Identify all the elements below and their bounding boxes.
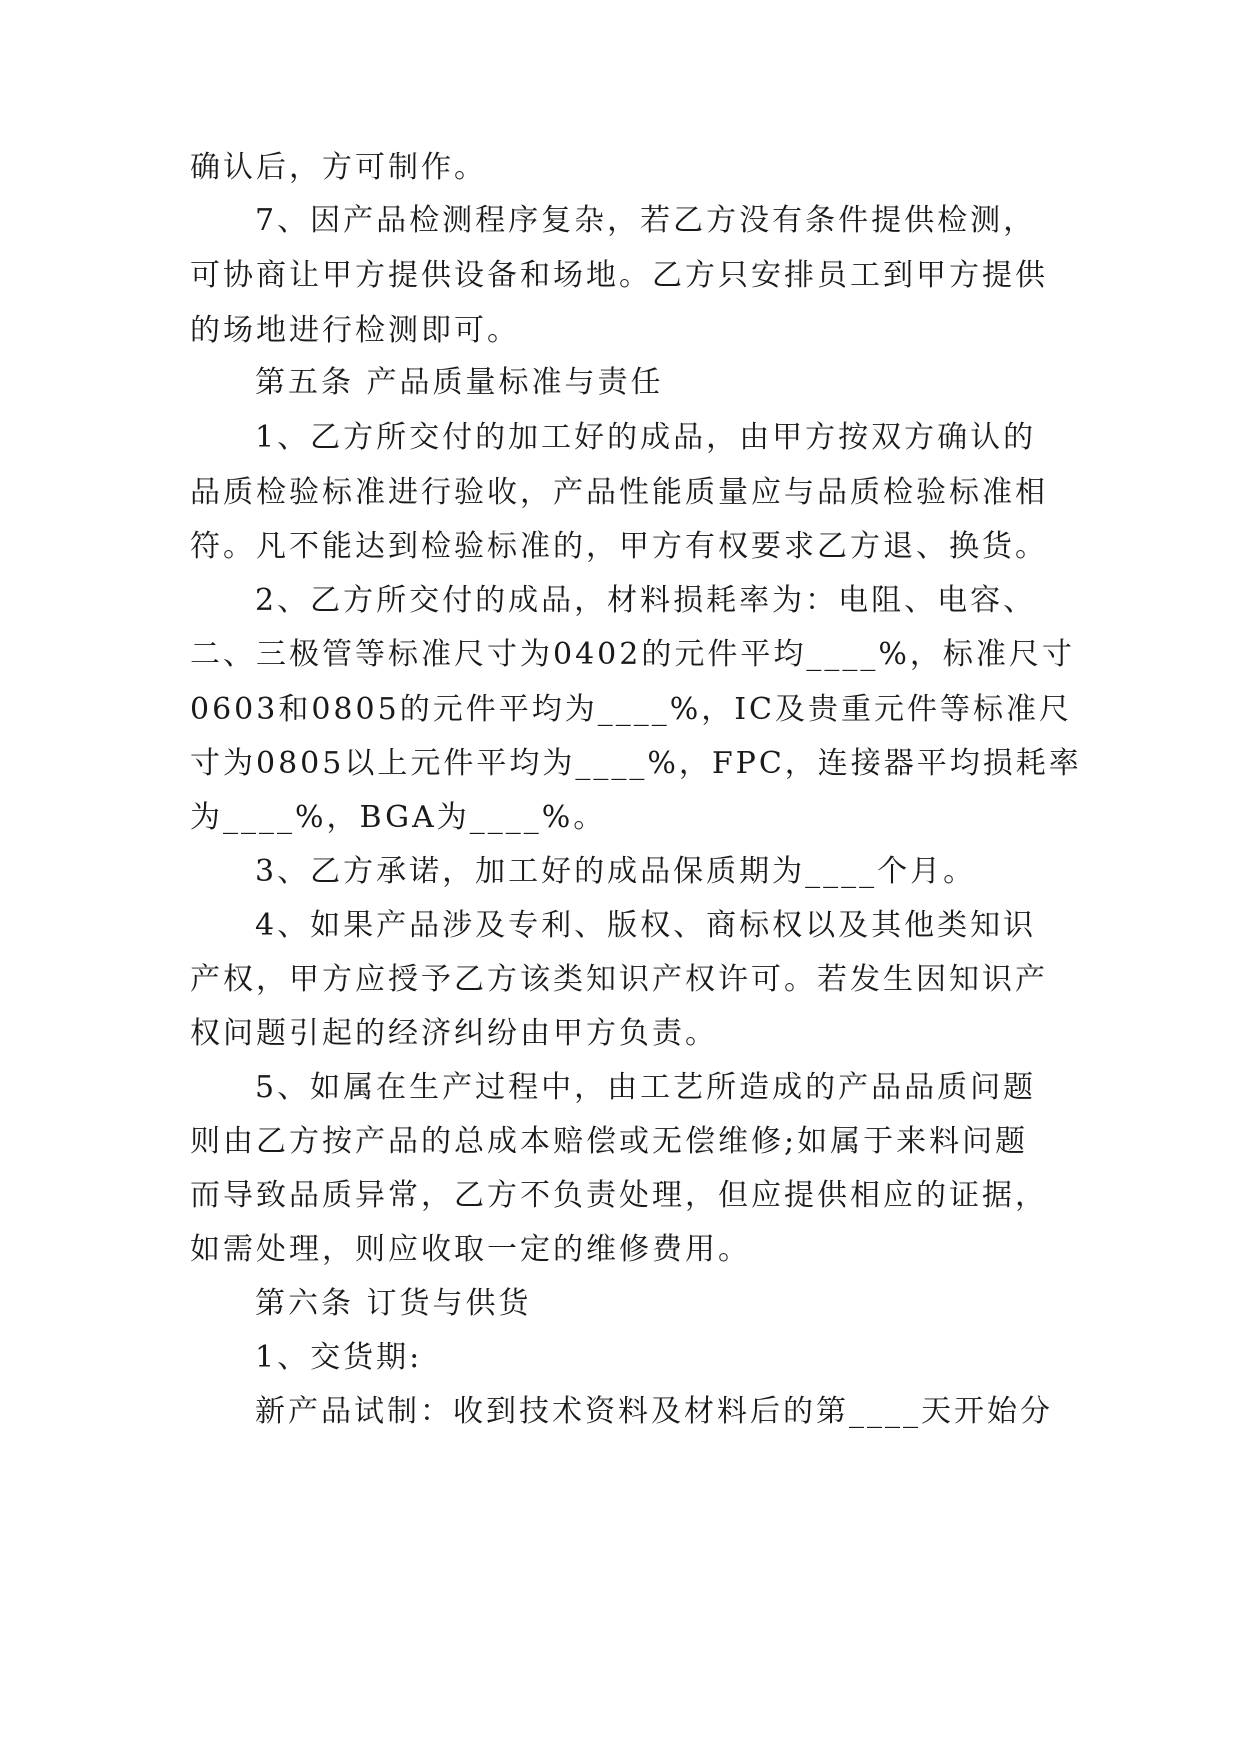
text-line-16: 产权，甲方应授予乙方该类知识产权许可。若发生因知识产 — [190, 962, 1048, 997]
text-line-3: 可协商让甲方提供设备和场地。乙方只安排员工到甲方提供 — [190, 258, 1048, 293]
section-heading-5: 第五条 产品质量标准与责任 — [255, 365, 664, 400]
section-heading-6: 第六条 订货与供货 — [255, 1286, 532, 1321]
text-line-24: 新产品试制：收到技术资料及材料后的第____天开始分 — [255, 1394, 1053, 1429]
text-line-23: 1、交货期: — [255, 1340, 423, 1375]
text-line-20: 而导致品质异常，乙方不负责处理，但应提供相应的证据， — [190, 1178, 1048, 1213]
text-line-14: 3、乙方承诺，加工好的成品保质期为____个月。 — [255, 854, 977, 889]
text-line-9: 2、乙方所交付的成品，材料损耗率为：电阻、电容、 — [255, 583, 1037, 618]
text-line-2: 7、因产品检测程序复杂，若乙方没有条件提供检测， — [255, 203, 1037, 238]
text-line-1: 确认后，方可制作。 — [190, 150, 487, 185]
text-line-19: 则由乙方按产品的总成本赔偿或无偿维修;如属于来料问题 — [190, 1124, 1029, 1159]
text-line-12: 寸为0805以上元件平均为____%，FPC，连接器平均损耗率 — [190, 746, 1082, 781]
text-line-13: 为____%，BGA为____%。 — [190, 800, 607, 835]
text-line-17: 权问题引起的经济纠纷由甲方负责。 — [190, 1016, 718, 1051]
text-line-11: 0603和0805的元件平均为____%，IC及贵重元件等标准尺 — [190, 692, 1073, 727]
text-line-7: 品质检验标准进行验收，产品性能质量应与品质检验标准相 — [190, 475, 1048, 510]
text-line-10: 二、三极管等标准尺寸为0402的元件平均____%，标准尺寸 — [190, 637, 1075, 672]
text-line-6: 1、乙方所交付的加工好的成品，由甲方按双方确认的 — [255, 420, 1037, 455]
text-line-18: 5、如属在生产过程中，由工艺所造成的产品品质问题 — [255, 1070, 1037, 1105]
text-line-4: 的场地进行检测即可。 — [190, 313, 520, 348]
text-line-8: 符。凡不能达到检验标准的，甲方有权要求乙方退、换货。 — [190, 529, 1048, 564]
text-line-15: 4、如果产品涉及专利、版权、商标权以及其他类知识 — [255, 908, 1037, 943]
text-line-21: 如需处理，则应收取一定的维修费用。 — [190, 1232, 751, 1267]
